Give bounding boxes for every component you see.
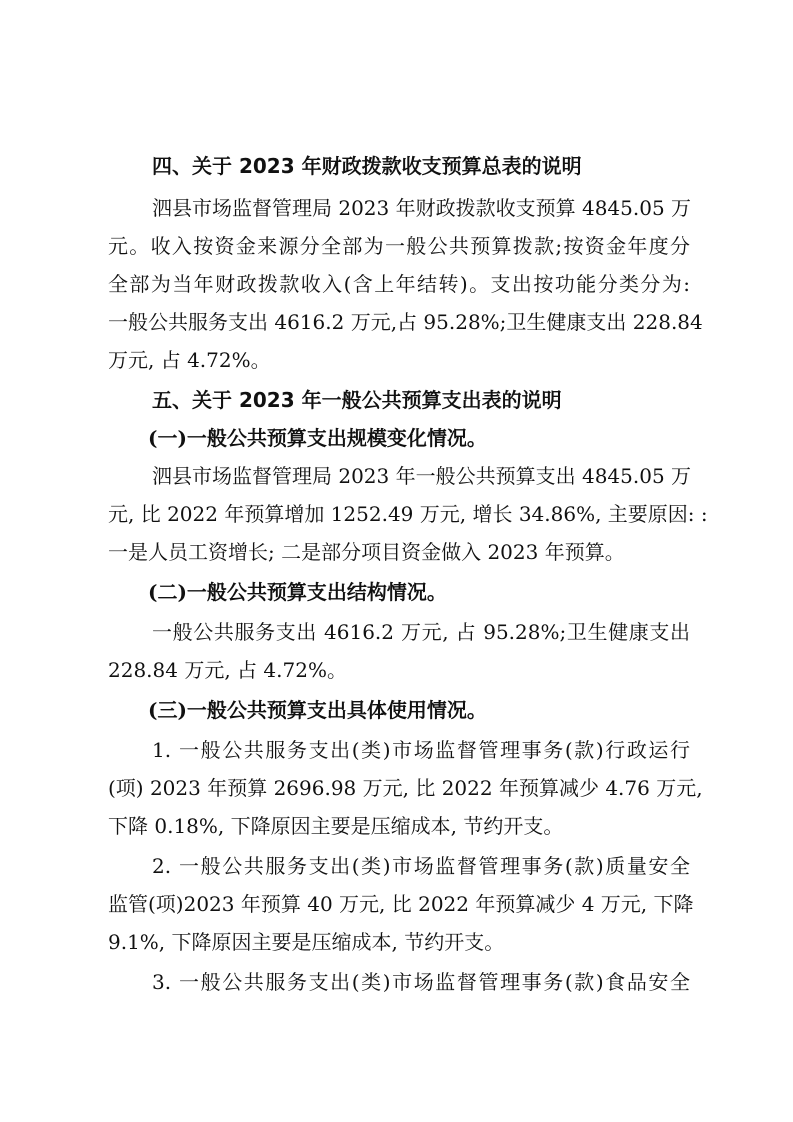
item-2-line-1: 2. 一般公共服务支出(类)市场监督管理事务(款)质量安全 — [152, 854, 690, 878]
item-1-line-2: (项) 2023 年预算 2696.98 万元, 比 2022 年预算减少 4.76 万元, — [108, 776, 703, 800]
item-2-line-2: 监管(项)2023 年预算 40 万元, 比 2022 年预算减少 4 万元, 下降 — [108, 892, 694, 916]
item-1-line-1: 1. 一般公共服务支出(类)市场监督管理事务(款)行政运行 — [152, 738, 690, 762]
item-1-line-3: 下降 0.18%, 下降原因主要是压缩成本, 节约开支。 — [108, 814, 564, 838]
subsection-1-line-3: 一是人员工资增长; 二是部分项目资金做入 2023 年预算。 — [108, 540, 625, 564]
subsection-1-line-2: 元, 比 2022 年预算增加 1252.49 万元, 增长 34.86%, 主要原因: : — [108, 502, 708, 526]
section-4-line-4: 一般公共服务支出 4616.2 万元,占 95.28%;卫生健康支出 228.84 — [108, 310, 703, 334]
subsection-2-title: (二)一般公共预算支出结构情况。 — [148, 580, 447, 604]
subsection-2-line-2: 228.84 万元, 占 4.72%。 — [108, 658, 347, 682]
subsection-1-title: (一)一般公共预算支出规模变化情况。 — [148, 426, 487, 450]
section-5-heading: 五、关于 2023 年一般公共预算支出表的说明 — [152, 388, 562, 412]
section-4-line-1: 泗县市场监督管理局 2023 年财政拨款收支预算 4845.05 万 — [152, 196, 692, 220]
item-2-line-3: 9.1%, 下降原因主要是压缩成本, 节约开支。 — [108, 930, 505, 954]
section-4-line-2: 元。收入按资金来源分全部为一般公共预算拨款;按资金年度分 — [108, 234, 690, 258]
subsection-1-line-1: 泗县市场监督管理局 2023 年一般公共预算支出 4845.05 万 — [152, 464, 692, 488]
item-3-line-1: 3. 一般公共服务支出(类)市场监督管理事务(款)食品安全 — [152, 970, 690, 994]
subsection-3-title: (三)一般公共预算支出具体使用情况。 — [148, 698, 487, 722]
section-4-heading: 四、关于 2023 年财政拨款收支预算总表的说明 — [152, 154, 582, 178]
subsection-2-line-1: 一般公共服务支出 4616.2 万元, 占 95.28%;卫生健康支出 — [152, 620, 690, 644]
section-4-line-3: 全部为当年财政拨款收入(含上年结转)。支出按功能分类分为: — [108, 272, 690, 296]
section-4-line-5: 万元, 占 4.72%。 — [108, 348, 271, 372]
